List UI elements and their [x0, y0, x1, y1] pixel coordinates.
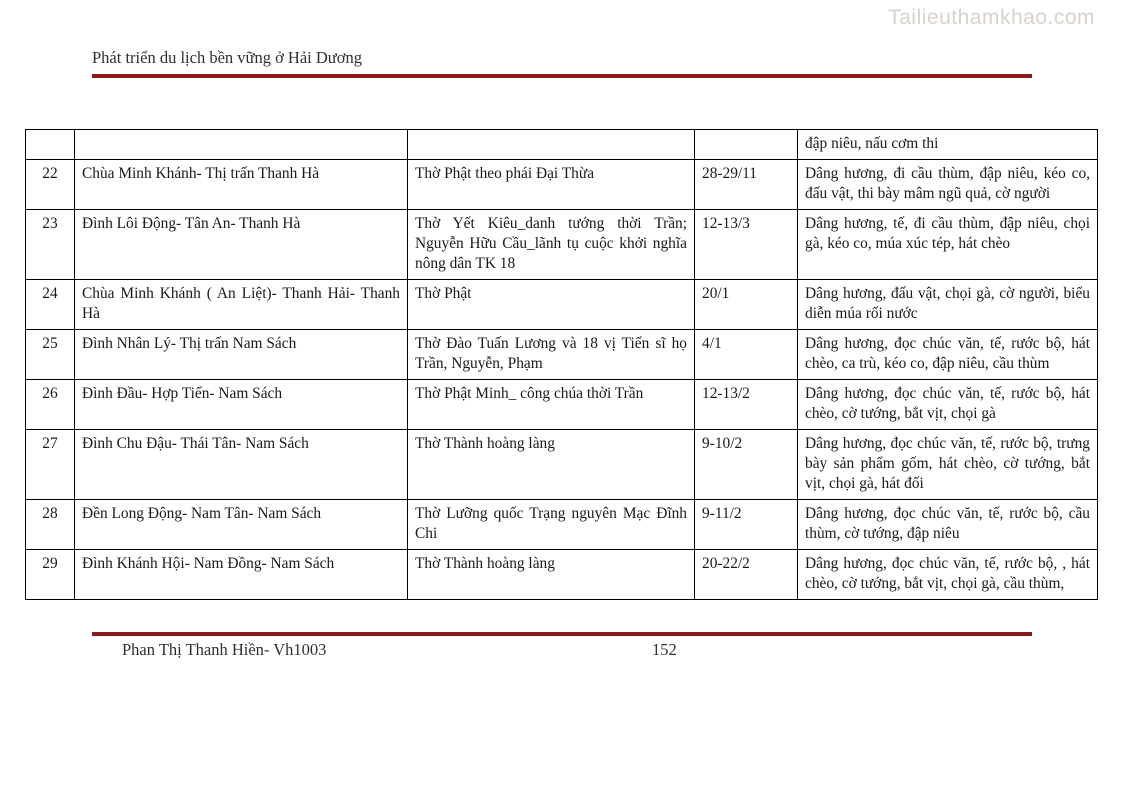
table-row — [26, 380, 1098, 430]
cell-activities: Dâng hương, đấu vật, chọi gà, cờ người, biểu diễn múa rối nước — [798, 280, 1098, 330]
cell-name: Đình Khánh Hội- Nam Đồng- Nam Sách — [75, 550, 408, 600]
table-row — [26, 130, 1098, 160]
cell-name: Đình Lôi Động- Tân An- Thanh Hà — [75, 210, 408, 280]
table-row — [26, 160, 1098, 210]
table-row — [26, 430, 1098, 500]
cell-worship: Thờ Thành hoàng làng — [408, 430, 695, 500]
cell-activities: Dâng hương, đọc chúc văn, tế, rước bộ, hát chèo, ca trù, kéo co, đập niêu, cầu thùm — [798, 330, 1098, 380]
footer-divider — [92, 632, 1032, 636]
cell-activities: Dâng hương, đọc chúc văn, tế, rước bộ, trưng bày sản phẩm gốm, hát chèo, cờ tướng, bắt vịt, chọi gà, hát đối — [798, 430, 1098, 500]
cell-number: 23 — [26, 210, 75, 280]
cell-number: 24 — [26, 280, 75, 330]
cell-worship: Thờ Đào Tuấn Lương và 18 vị Tiến sĩ họ Trần, Nguyễn, Phạm — [408, 330, 695, 380]
cell-date — [695, 130, 798, 160]
cell-name: Chùa Minh Khánh- Thị trấn Thanh Hà — [75, 160, 408, 210]
cell-date: 28-29/11 — [695, 160, 798, 210]
footer-author: Phan Thị Thanh Hiền- Vh1003 — [122, 640, 327, 659]
cell-date: 12-13/2 — [695, 380, 798, 430]
cell-date: 20/1 — [695, 280, 798, 330]
cell-number: 22 — [26, 160, 75, 210]
cell-date: 9-11/2 — [695, 500, 798, 550]
cell-worship: Thờ Lưỡng quốc Trạng nguyên Mạc Đĩnh Chi — [408, 500, 695, 550]
table-row — [26, 210, 1098, 280]
cell-number: 27 — [26, 430, 75, 500]
cell-date: 20-22/2 — [695, 550, 798, 600]
cell-date: 12-13/3 — [695, 210, 798, 280]
footer-page-number: 152 — [652, 640, 677, 659]
cell-name: Đình Chu Đậu- Thái Tân- Nam Sách — [75, 430, 408, 500]
cell-worship: Thờ Phật — [408, 280, 695, 330]
cell-number: 26 — [26, 380, 75, 430]
page-header-title: Phát triển du lịch bền vững ở Hải Dương — [92, 48, 362, 67]
cell-activities: Dâng hương, đọc chúc văn, tế, rước bộ, hát chèo, cờ tướng, bắt vịt, chọi gà — [798, 380, 1098, 430]
table-body — [26, 130, 1098, 600]
cell-activities: Dâng hương, tế, đi cầu thùm, đập niêu, chọi gà, kéo co, múa xúc tép, hát chèo — [798, 210, 1098, 280]
cell-name: Chùa Minh Khánh ( An Liệt)- Thanh Hải- Thanh Hà — [75, 280, 408, 330]
cell-name: Đền Long Động- Nam Tân- Nam Sách — [75, 500, 408, 550]
cell-activities: Dâng hương, đi cầu thùm, đập niêu, kéo co, đấu vật, thi bày mâm ngũ quả, cờ người — [798, 160, 1098, 210]
watermark: Tailieuthamkhao.com — [888, 6, 1095, 29]
cell-activities: Dâng hương, đọc chúc văn, tế, rước bộ, , hát chèo, cờ tướng, bắt vịt, chọi gà, cầu thùm, — [798, 550, 1098, 600]
cell-worship: Thờ Thành hoàng làng — [408, 550, 695, 600]
cell-date: 4/1 — [695, 330, 798, 380]
cell-date: 9-10/2 — [695, 430, 798, 500]
table-row — [26, 280, 1098, 330]
cell-activities: Dâng hương, đọc chúc văn, tế, rước bộ, cầu thùm, cờ tướng, đập niêu — [798, 500, 1098, 550]
table-row — [26, 500, 1098, 550]
cell-worship: Thờ Yết Kiêu_danh tướng thời Trần; Nguyễn Hữu Cầu_lãnh tụ cuộc khởi nghĩa nông dân TK 18 — [408, 210, 695, 280]
cell-number: 29 — [26, 550, 75, 600]
cell-worship: Thờ Phật Minh_ công chúa thời Trần — [408, 380, 695, 430]
cell-name: Đình Nhân Lý- Thị trấn Nam Sách — [75, 330, 408, 380]
cell-number — [26, 130, 75, 160]
header-divider — [92, 74, 1032, 78]
table-row — [26, 330, 1098, 380]
cell-activities: đập niêu, nấu cơm thi — [798, 130, 1098, 160]
cell-number: 25 — [26, 330, 75, 380]
cell-name: Đình Đầu- Hợp Tiến- Nam Sách — [75, 380, 408, 430]
cell-worship — [408, 130, 695, 160]
cell-worship: Thờ Phật theo phái Đại Thừa — [408, 160, 695, 210]
cell-number: 28 — [26, 500, 75, 550]
festival-table — [25, 129, 1098, 600]
table-row — [26, 550, 1098, 600]
cell-name — [75, 130, 408, 160]
